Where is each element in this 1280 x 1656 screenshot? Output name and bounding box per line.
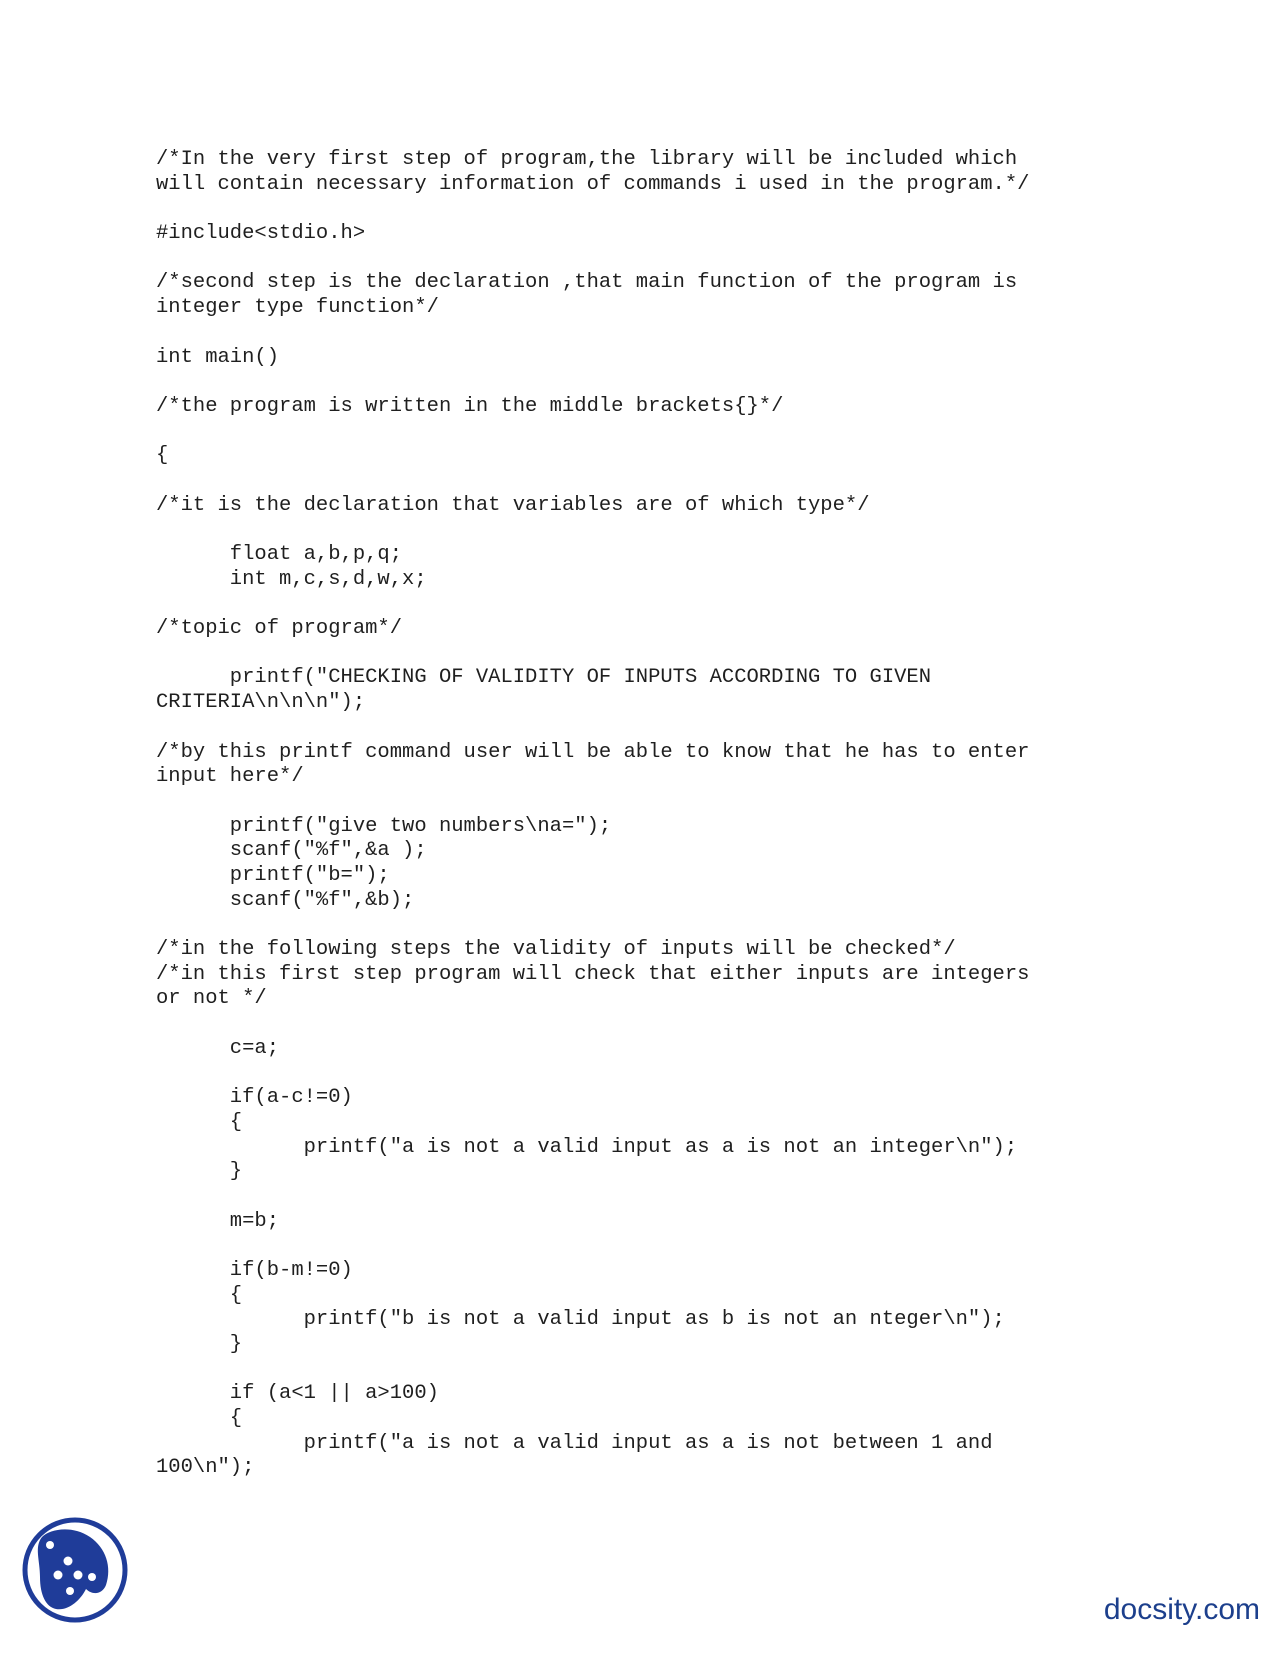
code-line xyxy=(156,321,1156,346)
code-line xyxy=(156,197,1156,222)
code-line: CRITERIA\n\n\n"); xyxy=(156,691,366,715)
code-line: /*second step is the declaration ,that main function of the program is xyxy=(156,271,1018,295)
code-line xyxy=(156,716,1156,741)
code-line: /*in this first step program will check that either inputs are integers xyxy=(156,962,1030,986)
code-line xyxy=(156,1234,1156,1259)
code-line: printf("CHECKING OF VALIDITY OF INPUTS ACCORDING TO GIVEN xyxy=(156,666,932,690)
code-line: { xyxy=(156,1283,243,1307)
code-line: /*in the following steps the validity of inputs will be checked*/ xyxy=(156,938,956,961)
code-line: 100\n"); xyxy=(156,1456,255,1480)
code-line: printf("a is not a valid input as a is not between 1 and xyxy=(156,1431,993,1455)
code-listing xyxy=(156,148,1156,1481)
code-line xyxy=(156,1185,1156,1210)
code-line xyxy=(156,913,1156,938)
code-line: /*In the very first step of program,the library will be included which xyxy=(156,148,1018,171)
code-line: int m,c,s,d,w,x; xyxy=(156,567,427,591)
code-line: /*it is the declaration that variables are of which type*/ xyxy=(156,493,870,517)
code-line xyxy=(156,642,1156,667)
code-line: m=b; xyxy=(156,1209,280,1233)
code-line xyxy=(156,1358,1156,1383)
code-line: printf("b is not a valid input as b is not an nteger\n"); xyxy=(156,1308,1005,1332)
code-line: /*the program is written in the middle brackets{}*/ xyxy=(156,394,784,418)
code-line: c=a; xyxy=(156,1036,280,1060)
code-line: scanf("%f",&b); xyxy=(156,888,415,912)
code-line: integer type function*/ xyxy=(156,296,439,320)
code-line: printf("b="); xyxy=(156,863,390,887)
code-line xyxy=(156,469,1156,494)
code-line: if(a-c!=0) xyxy=(156,1086,353,1110)
code-line: } xyxy=(156,1333,243,1356)
code-line: if (a<1 || a>100) xyxy=(156,1382,439,1406)
code-line: int main() xyxy=(156,345,280,369)
code-line xyxy=(156,370,1156,395)
code-line: printf("a is not a valid input as a is not an integer\n"); xyxy=(156,1135,1018,1159)
code-line: will contain necessary information of commands i used in the program.*/ xyxy=(156,172,1030,196)
code-line xyxy=(156,518,1156,543)
code-line: input here*/ xyxy=(156,765,304,789)
code-line: /*topic of program*/ xyxy=(156,617,403,641)
code-line: printf("give two numbers\na="); xyxy=(156,814,612,838)
code-line xyxy=(156,790,1156,815)
code-line: } xyxy=(156,1160,243,1184)
docsity-logo-icon xyxy=(20,1515,130,1625)
code-line xyxy=(156,592,1156,617)
code-line: #include<stdio.h> xyxy=(156,222,366,246)
code-line xyxy=(156,247,1156,272)
code-line xyxy=(156,1061,1156,1086)
code-line: scanf("%f",&a ); xyxy=(156,839,427,863)
code-line: or not */ xyxy=(156,987,267,1011)
code-line: { xyxy=(156,1110,243,1134)
code-line xyxy=(156,1012,1156,1037)
code-line: if(b-m!=0) xyxy=(156,1258,353,1282)
brand-link[interactable]: docsity.com xyxy=(1103,1593,1260,1626)
code-line xyxy=(156,420,1156,445)
code-line: /*by this printf command user will be able to know that he has to enter xyxy=(156,740,1030,764)
code-line: { xyxy=(156,444,169,468)
code-line: float a,b,p,q; xyxy=(156,543,403,566)
code-line: { xyxy=(156,1407,243,1431)
